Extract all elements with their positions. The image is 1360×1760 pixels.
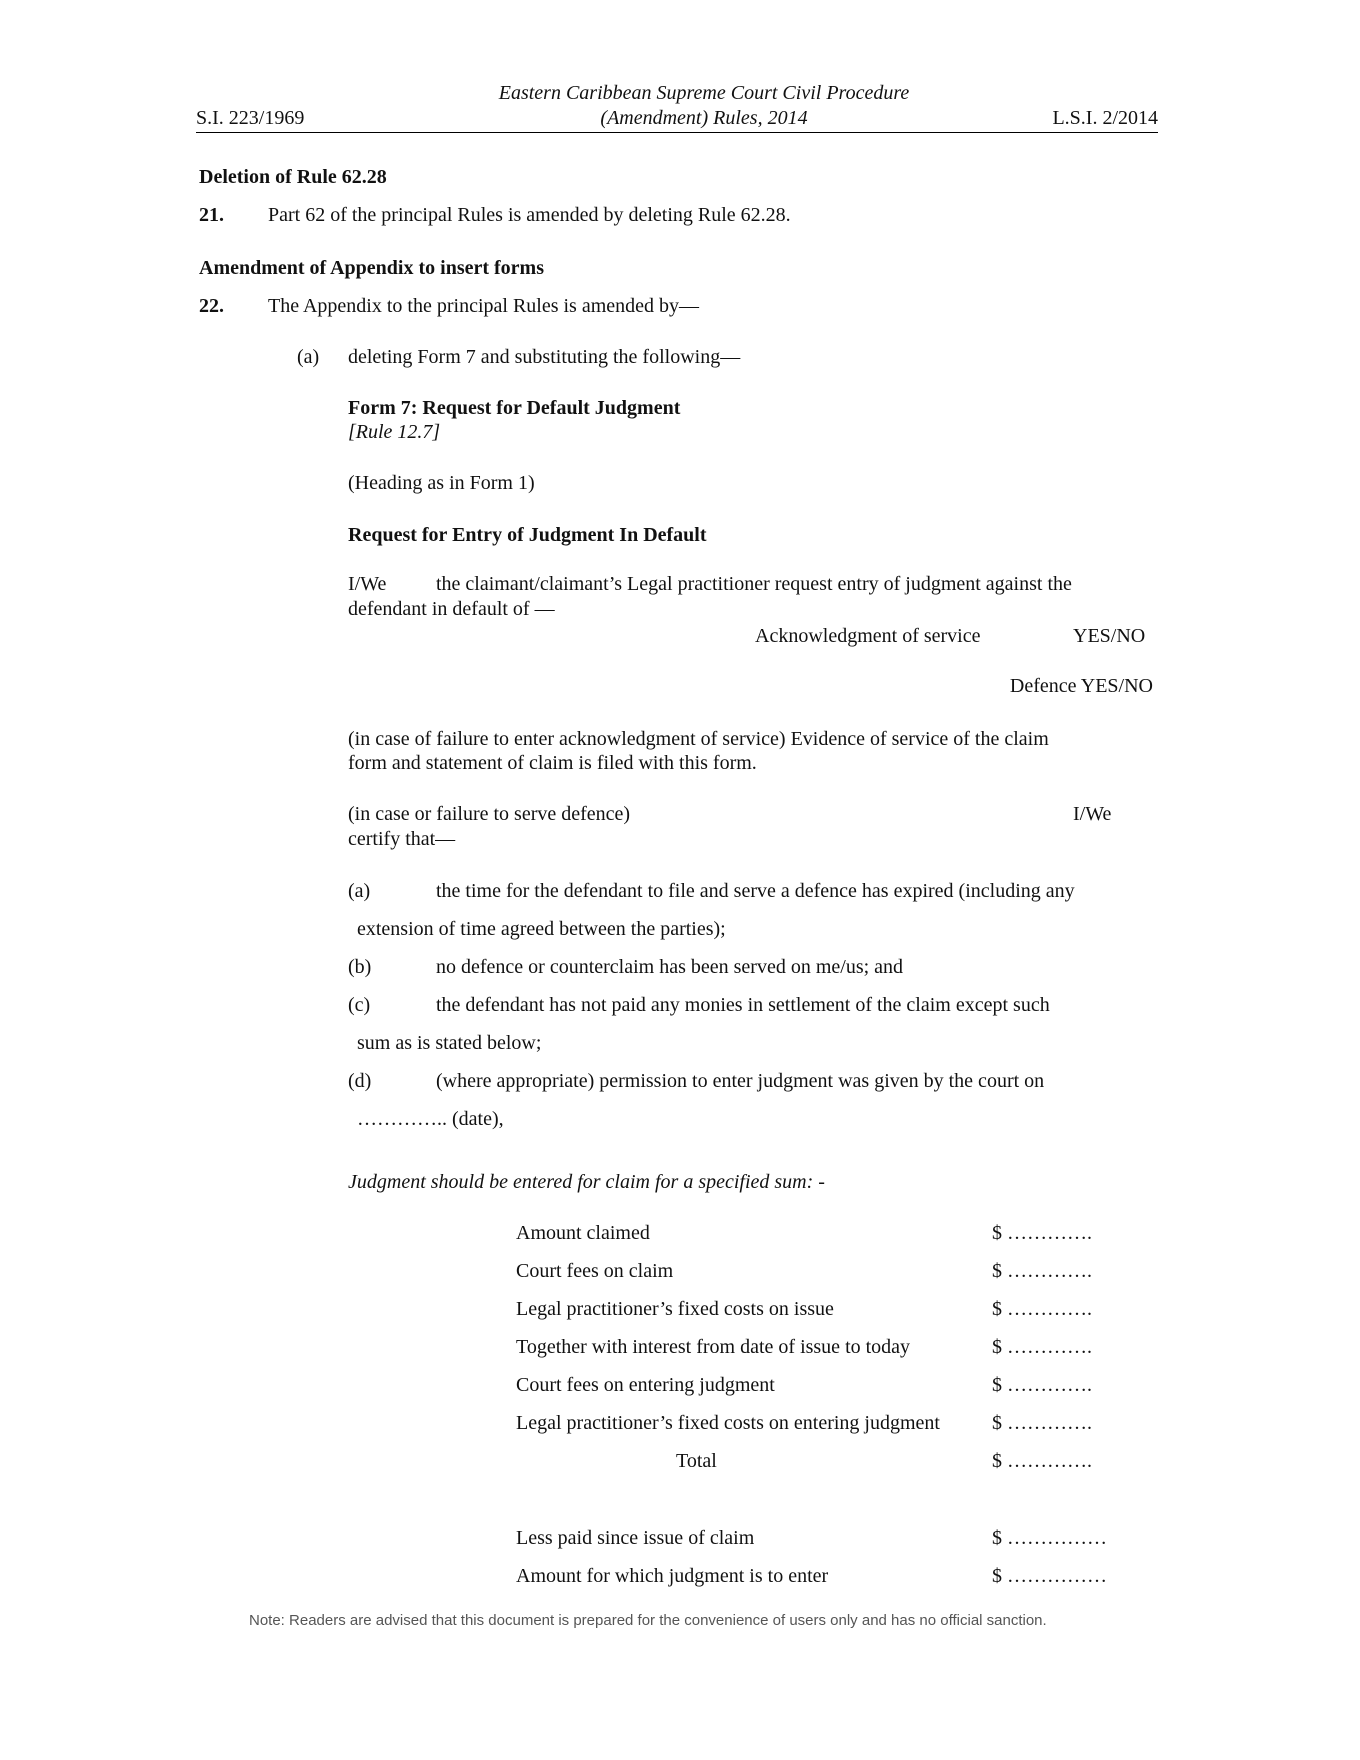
amount-label: Court fees on claim	[516, 1260, 674, 1282]
form-rule-reference: [Rule 12.7]	[348, 421, 441, 443]
item-a-line-2: extension of time agreed between the parties);	[357, 918, 726, 940]
section-22-heading: Amendment of Appendix to insert forms	[199, 257, 544, 279]
item-d-label: (d)	[348, 1070, 372, 1092]
amount-label: Together with interest from date of issue to today	[516, 1336, 911, 1358]
header-title-line2: (Amendment) Rules, 2014	[600, 107, 808, 129]
item-a-label: (a)	[348, 880, 371, 902]
amount-value: $ ………….	[992, 1298, 1092, 1320]
item-b-label: (b)	[348, 956, 372, 978]
acknowledgment-value: YES/NO	[1073, 625, 1146, 647]
failure-text: (in case or failure to serve defence)	[348, 803, 631, 825]
amount-value: $ ………….	[992, 1412, 1092, 1434]
amount-label: Legal practitioner’s fixed costs on entering judgment	[516, 1412, 940, 1434]
acknowledgment-label: Acknowledgment of service	[755, 625, 981, 647]
header-title-line1: Eastern Caribbean Supreme Court Civil Procedure	[498, 82, 910, 104]
header-left: S.I. 223/1969	[196, 107, 305, 129]
defence-label: Defence YES/NO	[1009, 675, 1153, 697]
less-paid-value: $ ……………	[992, 1527, 1107, 1549]
header-right: L.S.I. 2/2014	[1052, 107, 1158, 129]
request-iwe: I/We	[348, 573, 387, 595]
form-heading-note: (Heading as in Form 1)	[348, 472, 535, 494]
amount-label: Legal practitioner’s fixed costs on issue	[516, 1298, 834, 1320]
request-line-1: the claimant/claimant’s Legal practitioner request entry of judgment against the	[436, 573, 1072, 595]
item-d-line-2: ………….. (date),	[357, 1108, 504, 1130]
judgment-amount-value: $ ……………	[992, 1565, 1107, 1587]
amount-value: $ ………….	[992, 1260, 1092, 1282]
item-d-line-1: (where appropriate) permission to enter judgment was given by the court on	[436, 1070, 1045, 1092]
item-c-label: (c)	[348, 994, 371, 1016]
item-c-line-1: the defendant has not paid any monies in settlement of the claim except such	[436, 994, 1050, 1016]
judgment-amount-label: Amount for which judgment is to enter	[516, 1565, 829, 1587]
section-22-para-a-label: (a)	[297, 346, 320, 368]
item-a-line-1: the time for the defendant to file and serve a defence has expired (including any	[436, 880, 1075, 902]
section-22-number: 22.	[199, 295, 224, 317]
section-22-para-a-text: deleting Form 7 and substituting the following—	[348, 346, 741, 368]
amount-value: $ ………….	[992, 1374, 1092, 1396]
header-rule	[196, 132, 1158, 133]
amount-value: $ ………….	[992, 1222, 1092, 1244]
footer-note: Note: Readers are advised that this document is prepared for the convenience of users only and has no official sanction.	[249, 1612, 1047, 1629]
section-22-text: The Appendix to the principal Rules is amended by—	[268, 295, 700, 317]
form-title: Form 7: Request for Default Judgment	[348, 397, 681, 419]
request-line-2: defendant in default of —	[348, 598, 555, 620]
item-c-line-2: sum as is stated below;	[357, 1032, 542, 1054]
section-21-number: 21.	[199, 204, 224, 226]
form-subtitle: Request for Entry of Judgment In Default	[348, 524, 707, 546]
amount-total-label: Total	[676, 1450, 717, 1472]
section-21-text: Part 62 of the principal Rules is amended by deleting Rule 62.28.	[268, 204, 791, 226]
item-b-line-1: no defence or counterclaim has been served on me/us; and	[436, 956, 904, 978]
amount-label: Amount claimed	[516, 1222, 650, 1244]
amount-value: $ ………….	[992, 1336, 1092, 1358]
certify-that: certify that—	[348, 828, 456, 850]
evidence-line-1: (in case of failure to enter acknowledgment of service) Evidence of service of the claim	[348, 728, 1049, 750]
failure-iwe: I/We	[1073, 803, 1112, 825]
amount-label: Court fees on entering judgment	[516, 1374, 775, 1396]
less-paid-label: Less paid since issue of claim	[516, 1527, 755, 1549]
amount-total-value: $ ………….	[992, 1450, 1092, 1472]
evidence-line-2: form and statement of claim is filed with this form.	[348, 752, 757, 774]
section-21-heading: Deletion of Rule 62.28	[199, 166, 387, 188]
specified-sum-heading: Judgment should be entered for claim for a specified sum: -	[348, 1171, 825, 1193]
